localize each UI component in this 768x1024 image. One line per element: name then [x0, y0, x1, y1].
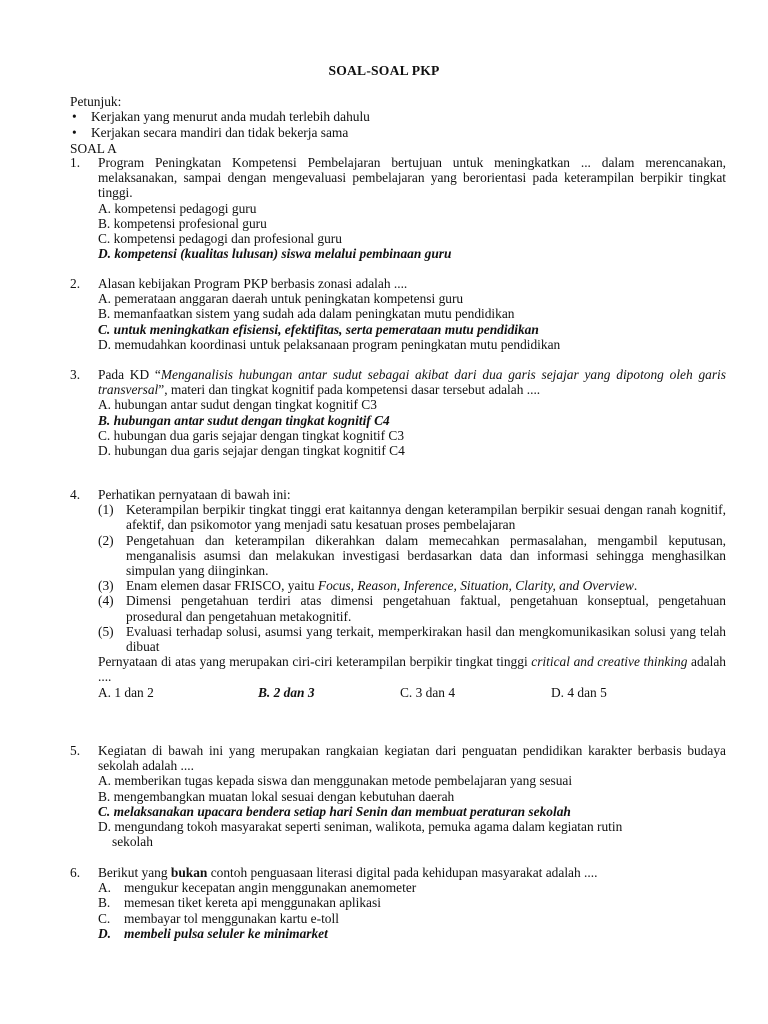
- statement-item: (3) Enam elemen dasar FRISCO, yaitu Focus, Reason, Inference, Situation, Clarity, and Overview.: [98, 578, 638, 594]
- option-d: D. mengundang tokoh masyarakat seperti seniman, walikota, pemuka agama dalam kegiatan rutin sekolah: [98, 819, 623, 850]
- option-a: A. pemerataan anggaran daerah untuk peningkatan kompetensi guru: [98, 291, 464, 307]
- statement-item: (1) Keterampilan berpikir tingkat tinggi erat kaitannya dengan keterampilan berpikir sesuai dengan ranah kognitif, afektif, dan psikomotor yang menjadi satu kesatuan proses pembelajaran: [98, 502, 726, 533]
- question-stem: Program Peningkatan Kompetensi Pembelajaran bertujuan untuk meningkatkan ... dalam merencanakan, melaksanakan, sampai dengan mengevaluasi pembelajaran yang berorientasi pada keterampilan berpikir tingkat tinggi.: [98, 155, 726, 201]
- question-stem: Alasan kebijakan Program PKP berbasis zonasi adalah ....: [98, 276, 408, 291]
- option-d-answer: D. kompetensi (kualitas lulusan) siswa melalui pembinaan guru: [98, 246, 452, 262]
- option-a: A. mengukur kecepatan angin menggunakan anemometer: [98, 880, 417, 896]
- bullet-icon: •: [72, 125, 77, 140]
- section-label: SOAL A: [70, 141, 117, 156]
- option-a: A. 1 dan 2: [98, 684, 154, 700]
- instructions-label: Petunjuk:: [70, 94, 122, 109]
- option-c: C. kompetensi pedagogi dan profesional guru: [98, 231, 342, 247]
- question-number: 6.: [70, 865, 81, 880]
- option-b: B. memanfaatkan sistem yang sudah ada dalam peningkatan mutu pendidikan: [98, 306, 515, 322]
- question-number: 2.: [70, 276, 81, 291]
- question-stem: Berikut yang bukan contoh penguasaan literasi digital pada kehidupan masyarakat adalah ....: [98, 865, 598, 880]
- question-3: [70, 367, 726, 458]
- question-number: 3.: [70, 367, 81, 382]
- answer-options-row: [98, 685, 726, 700]
- option-d: D. memudahkan koordinasi untuk pelaksanaan program peningkatan mutu pendidikan: [98, 336, 561, 352]
- option-b: B. memesan tiket kereta api menggunakan aplikasi: [98, 895, 381, 911]
- option-a: A. kompetensi pedagogi guru: [98, 200, 257, 216]
- question-stem: Kegiatan di bawah ini yang merupakan rangkaian kegiatan dari penguatan pendidikan karakter berbasis budaya sekolah adalah ....: [98, 743, 726, 774]
- question-stem: Perhatikan pernyataan di bawah ini:: [98, 487, 291, 502]
- bullet-icon: •: [72, 109, 77, 124]
- statement-item: (5) Evaluasi terhadap solusi, asumsi yang terkait, memperkirakan hasil dan mengkomunikasikan solusi yang telah dibuat: [98, 623, 726, 655]
- option-a: A. memberikan tugas kepada siswa dan menggunakan metode pembelajaran yang sesuai: [98, 773, 573, 789]
- option-c-answer: C. melaksanakan upacara bendera setiap hari Senin dan membuat peraturan sekolah: [98, 803, 571, 819]
- statement-item: (2) Pengetahuan dan keterampilan dikerahkan dalam memecahkan permasalahan, mengambil keputusan, menganalisis asumsi dan melakukan investigasi berdasarkan data dan informasi sehingga menghasilkan simpulan yang diinginkan.: [98, 532, 726, 579]
- document-title: SOAL-SOAL PKP: [328, 63, 440, 78]
- option-a: A. hubungan antar sudut dengan tingkat kognitif C3: [98, 397, 377, 413]
- question-5: [70, 743, 726, 849]
- question-closing: Pernyataan di atas yang merupakan ciri-ciri keterampilan berpikir tingkat tinggi critical and creative thinking adalah ....: [98, 654, 726, 685]
- option-b-answer: B. 2 dan 3: [258, 684, 315, 700]
- option-c: C. hubungan dua garis sejajar dengan tingkat kognitif C3: [98, 427, 405, 443]
- question-number: 4.: [70, 487, 81, 502]
- question-number: 5.: [70, 743, 81, 758]
- option-d: D. 4 dan 5: [551, 684, 607, 700]
- question-6: [70, 865, 726, 941]
- question-stem: Pada KD “Menganalisis hubungan antar sudut sebagai akibat dari dua garis sejajar yang dipotong oleh garis transversal”, materi dan tingkat kognitif pada kompetensi dasar tersebut adalah ....: [98, 367, 726, 398]
- option-b: B. kompetensi profesional guru: [98, 215, 267, 231]
- question-1: [70, 155, 726, 261]
- option-b: B. mengembangkan muatan lokal sesuai dengan kebutuhan daerah: [98, 788, 455, 804]
- question-2: [70, 276, 726, 352]
- question-number: 1.: [70, 155, 81, 170]
- statement-item: (4) Dimensi pengetahuan terdiri atas dimensi pengetahuan faktual, pengetahuan konseptual, pengetahuan prosedural dan pengetahuan metakognitif.: [98, 593, 726, 624]
- document-page: SOAL-SOAL PKP Petunjuk: • Kerjakan yang menurut anda mudah terlebih dahulu • Kerjakan secara mandiri dan tidak bekerja sama SOAL A 1. Program Peningkatan Kompetensi Pembelajaran bertujuan untuk meningkatkan ... dalam merencanakan, melaksanakan, sampai dengan mengevaluasi pembelajaran yang berorientasi pada keterampilan berpikir tingkat tinggi. A. kompetensi pedagogi guru B. kompetensi profesional guru C. kompetensi pedagogi dan profesional guru D. kompetensi (kualitas lulusan) siswa melalui pembinaan guru 2. Alasan kebijakan Program PKP berbasis zonasi adalah .... A. pemerataan anggaran daerah untuk peningkatan kompetensi guru B. memanfaatkan sistem yang sudah ada dalam peningkatan mutu pendidikan C. untuk meningkatkan efisiensi, efektifitas, serta pemerataan mutu pendidikan D. memudahkan koordinasi untuk pelaksanaan program peningkatan mutu pendidikan 3. Pada KD “Menganalisis hubungan antar sudut sebagai akibat dari dua garis sejajar yang dipotong oleh garis transversal”, materi dan tingkat kognitif pada kompetensi dasar tersebut adalah .... A. hubungan antar sudut dengan tingkat kognitif C3 B. hubungan antar sudut dengan tingkat kognitif C4 C. hubungan dua garis sejajar dengan tingkat kognitif C3 D. hubungan dua garis sejajar dengan tingkat kognitif C4 4. Perhatikan pernyataan di bawah ini: (1) Keterampilan berpikir tingkat tinggi erat kaitannya dengan keterampilan berpikir sesuai dengan ranah kognitif, afektif, dan psikomotor yang menjadi satu kesatuan proses pembelajaran (2) Pengetahuan dan keterampilan dikerahkan dalam memecahkan permasalahan, mengambil keputusan, menganalisis asumsi dan melakukan investigasi berdasarkan data dan informasi sehingga menghasilkan simpulan yang diinginkan. (3) Enam elemen dasar FRISCO, yaitu Focus, Reason, Inference, Situation, Clarity, and Overview. (4) Dimensi pengetahuan terdiri atas dimensi pengetahuan faktual, pengetahuan konseptual, pengetahuan prosedural dan pengetahuan metakognitif. (5) Evaluasi terhadap solusi, asumsi yang terkait, memperkirakan hasil dan mengkomunikasikan solusi yang telah dibuat Pernyataan di atas yang merupakan ciri-ciri keterampilan berpikir tingkat tinggi critical and creative thinking adalah .... A. 1 dan 2 B. 2 dan 3 C. 3 dan 4 D. 4 dan 5 5. Kegiatan di bawah ini yang merupakan rangkaian kegiatan dari penguatan pendidikan karakter berbasis budaya sekolah adalah .... A. memberikan tugas kepada siswa dan menggunakan metode pembelajaran yang sesuai B. mengembangkan muatan lokal sesuai dengan kebutuhan daerah C. melaksanakan upacara bendera setiap hari Senin dan membuat peraturan sekolah D. mengundang tokoh masyarakat seperti seniman, walikota, pemuka agama dalam kegiatan rutin sekolah 6. Berikut yang bukan contoh penguasaan literasi digital pada kehidupan masyarakat adalah .... A. mengukur kecepatan angin menggunakan anemometer B. memesan tiket kereta api menggunakan aplikasi C. membayar tol menggunakan kartu e-toll D. membeli pulsa seluler ke minimarket: [0, 0, 768, 1024]
- option-c: C. membayar tol menggunakan kartu e-toll: [98, 910, 339, 926]
- option-c: C. 3 dan 4: [400, 684, 456, 700]
- option-c-answer: C. untuk meningkatkan efisiensi, efektifitas, serta pemerataan mutu pendidikan: [98, 321, 539, 337]
- option-d: D. hubungan dua garis sejajar dengan tingkat kognitif C4: [98, 443, 405, 459]
- question-4: [70, 487, 726, 700]
- option-d-answer: D. membeli pulsa seluler ke minimarket: [98, 925, 328, 941]
- option-b-answer: B. hubungan antar sudut dengan tingkat kognitif C4: [98, 412, 390, 428]
